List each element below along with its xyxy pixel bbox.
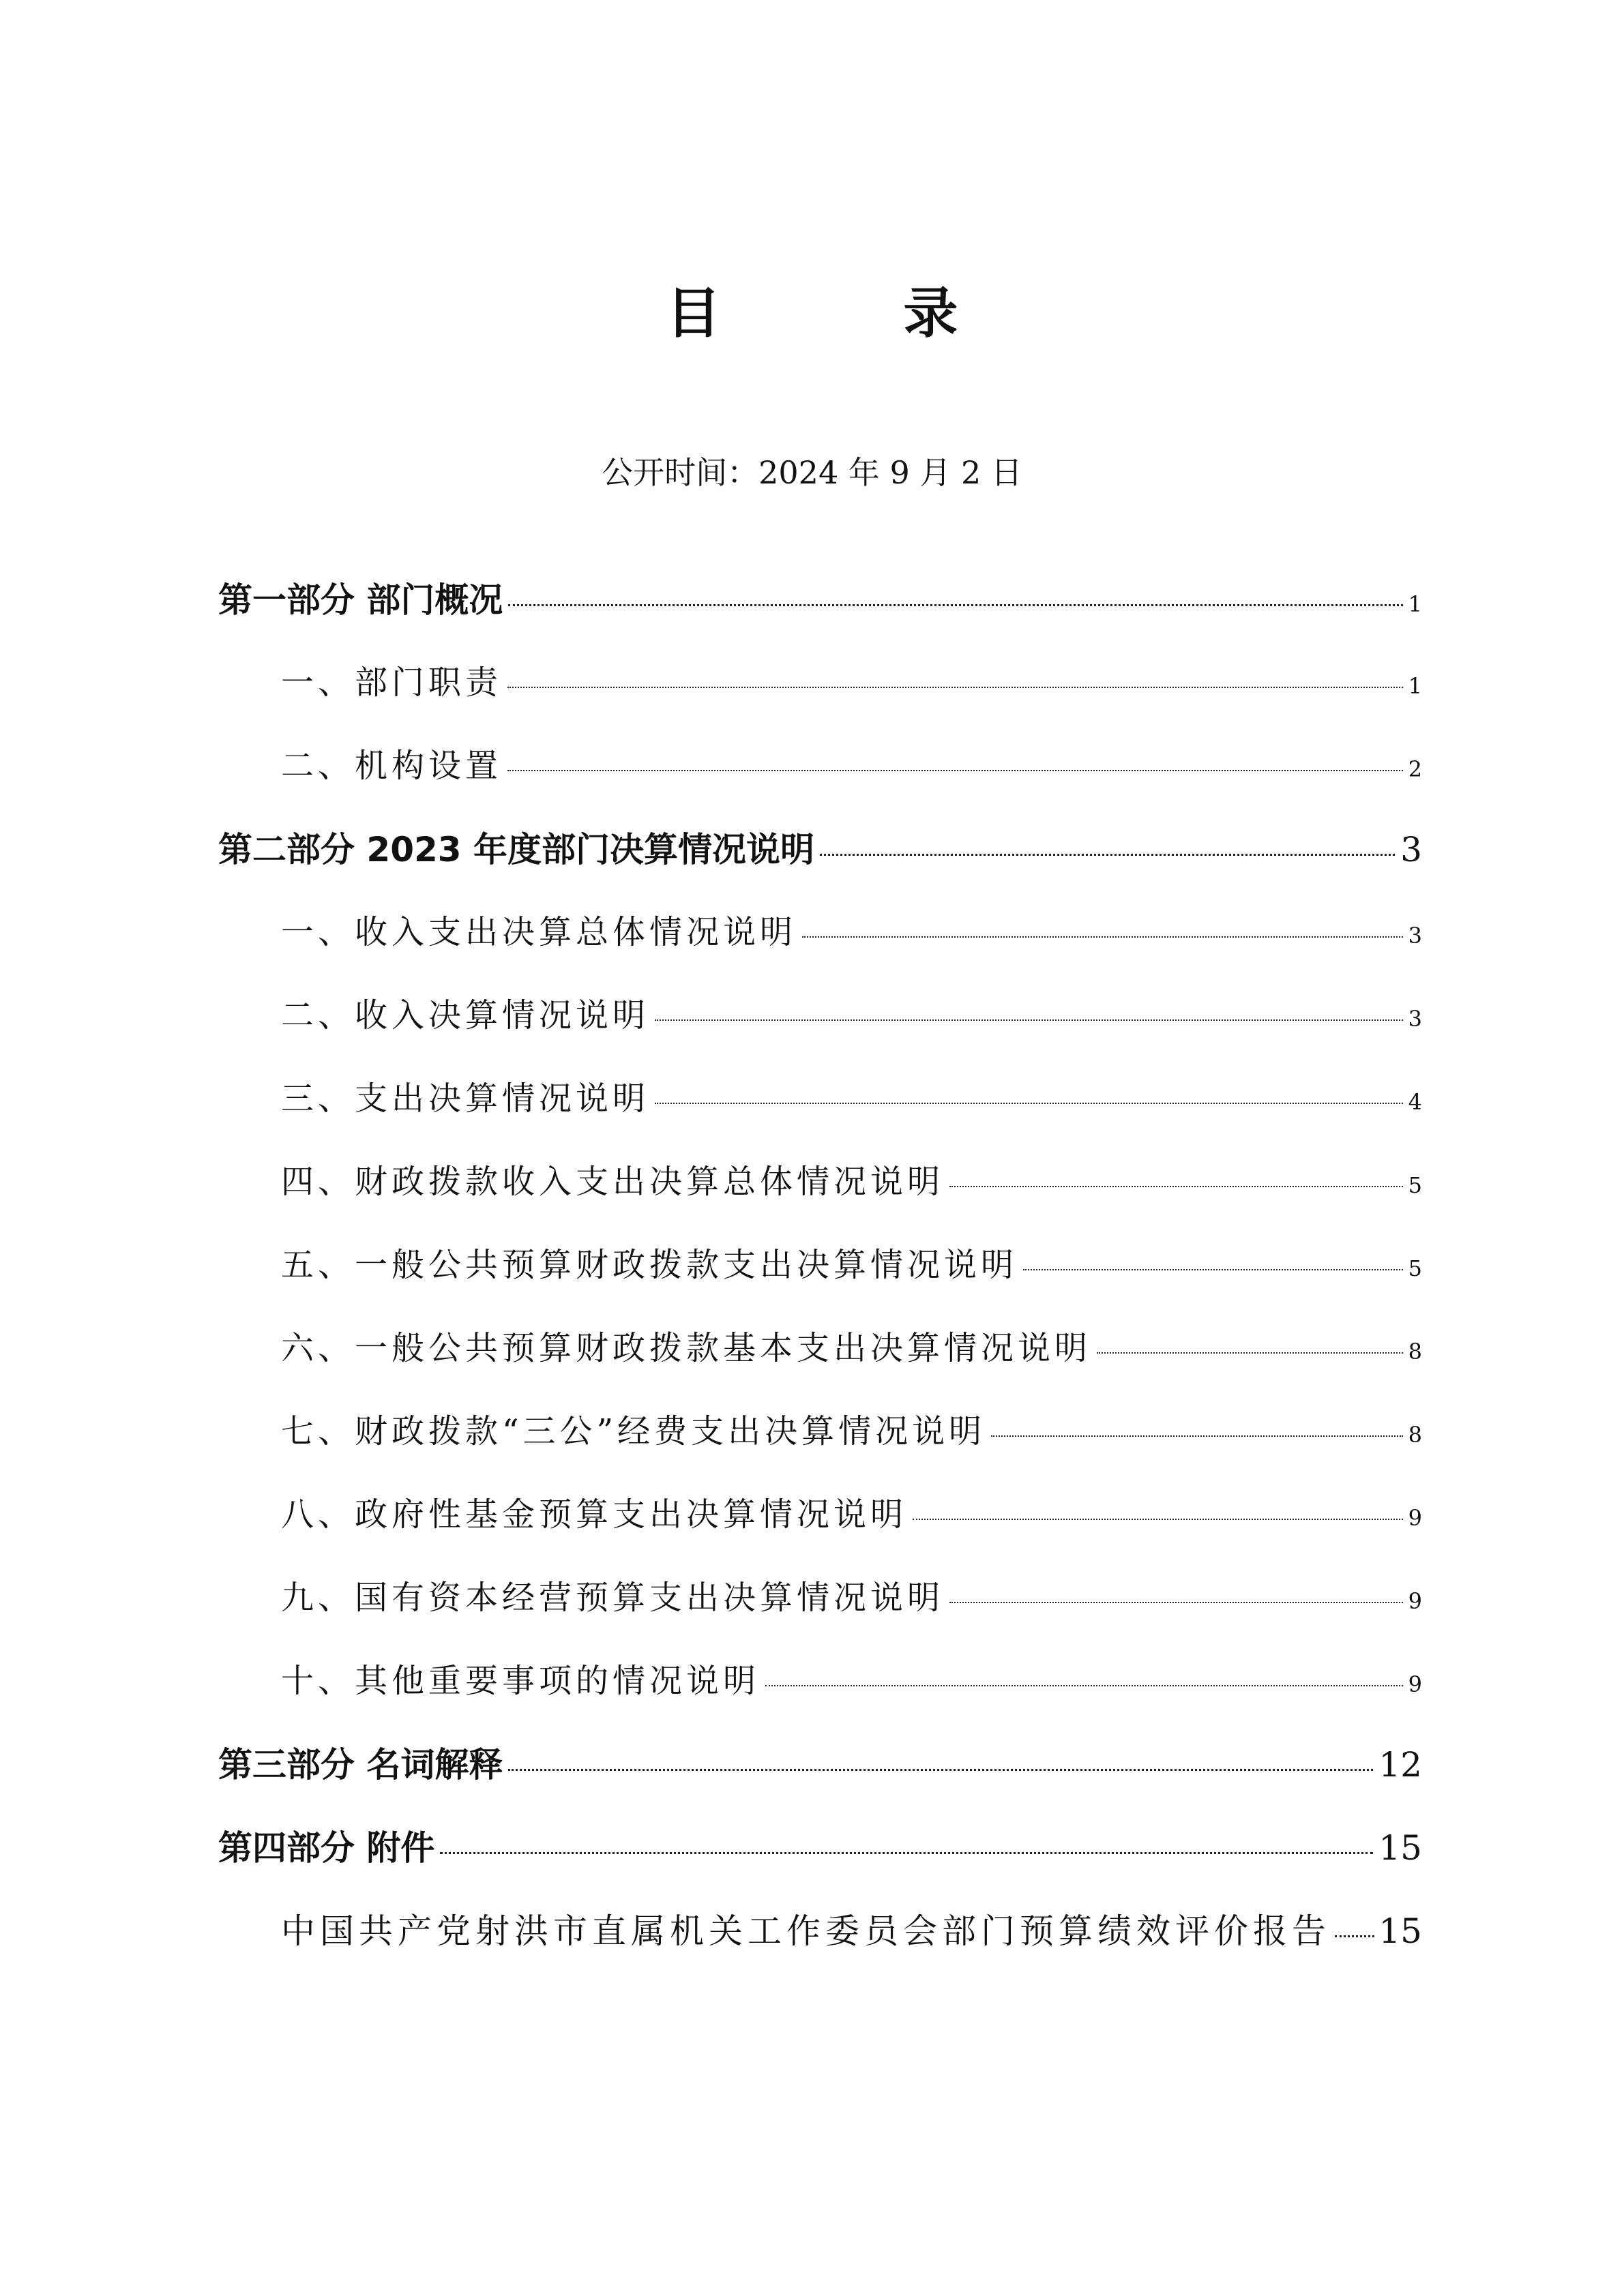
toc-entry-label: 六、一般公共预算财政拨款基本支出决算情况说明: [281, 1329, 1092, 1367]
page-title: 目 录: [666, 282, 1040, 345]
toc-entry-section[interactable]: [281, 1322, 1422, 1376]
toc-entry-section[interactable]: [281, 1072, 1422, 1127]
toc-entry-page: 5: [1408, 1255, 1422, 1281]
toc-dot-leader: [1335, 1935, 1374, 1937]
toc-entry-label: 四、财政拨款收入支出决算总体情况说明: [281, 1163, 945, 1201]
toc-entry-page: 3: [1400, 830, 1422, 869]
toc-entry-part-3[interactable]: [218, 1738, 1422, 1792]
toc-entry-label: 五、一般公共预算财政拨款支出决算情况说明: [281, 1246, 1018, 1284]
toc-entry-page: 5: [1408, 1172, 1422, 1198]
toc-entry-page: 12: [1378, 1745, 1422, 1785]
toc-dot-leader: [1023, 1269, 1403, 1270]
toc-dot-leader: [655, 1103, 1403, 1104]
toc-entry-label: 九、国有资本经营预算支出决算情况说明: [281, 1579, 945, 1617]
toc-entry-page: 1: [1408, 591, 1422, 617]
toc-entry-section[interactable]: [281, 989, 1422, 1043]
toc-entry-label: 一、部门职责: [281, 664, 503, 702]
toc-entry-label: 二、收入决算情况说明: [281, 996, 650, 1034]
toc-entry-section[interactable]: [281, 1571, 1422, 1626]
toc-dot-leader: [655, 1019, 1403, 1021]
toc-dot-leader: [507, 687, 1403, 688]
toc-entry-label: 第二部分 2023 年度部门决算情况说明: [218, 830, 814, 869]
toc-entry-appendix[interactable]: [281, 1904, 1422, 1958]
toc-dot-leader: [508, 604, 1402, 606]
toc-entry-label: 第一部分 部门概况: [218, 580, 503, 620]
toc-dot-leader: [1097, 1352, 1403, 1354]
toc-dot-leader: [991, 1435, 1403, 1437]
toc-entry-section[interactable]: [281, 906, 1422, 960]
toc-entry-page: 1: [1408, 673, 1422, 699]
toc-entry-page: 15: [1378, 1911, 1422, 1951]
toc-dot-leader: [440, 1852, 1373, 1854]
toc-entry-page: 9: [1408, 1671, 1422, 1697]
toc-dot-leader: [820, 854, 1395, 856]
toc-entry-page: 9: [1408, 1588, 1422, 1614]
toc-dot-leader: [507, 770, 1403, 771]
toc-entry-page: 2: [1408, 756, 1422, 782]
toc-entry-page: 8: [1408, 1339, 1422, 1365]
toc-entry-section[interactable]: [281, 1654, 1422, 1709]
toc-entry-section[interactable]: [281, 1238, 1422, 1293]
toc-entry-section[interactable]: [281, 1405, 1422, 1459]
toc-entry-page: 4: [1408, 1089, 1422, 1115]
toc-entry-page: 9: [1408, 1505, 1422, 1531]
toc-dot-leader: [765, 1685, 1403, 1686]
toc-entry-section[interactable]: [281, 1488, 1422, 1542]
toc-dot-leader: [802, 936, 1403, 938]
toc-entry-part-4[interactable]: [218, 1821, 1422, 1875]
toc-entry-page: 8: [1408, 1422, 1422, 1448]
toc-entry-section[interactable]: [281, 656, 1422, 711]
toc-dot-leader: [949, 1186, 1403, 1187]
toc-entry-label: 第四部分 附件: [218, 1828, 435, 1868]
toc-entry-label: 八、政府性基金预算支出决算情况说明: [281, 1495, 908, 1534]
toc-entry-page: 3: [1408, 1006, 1422, 1032]
toc-dot-leader: [913, 1519, 1403, 1520]
toc-entry-section[interactable]: [281, 1155, 1422, 1210]
toc-entry-label: 七、财政拨款“三公”经费支出决算情况说明: [281, 1412, 986, 1450]
publish-date: 公开时间：2024 年 9 月 2 日: [602, 454, 1022, 491]
toc-entry-label: 二、机构设置: [281, 747, 503, 785]
toc-entry-label: 第三部分 名词解释: [218, 1745, 503, 1785]
toc-entry-label: 十、其他重要事项的情况说明: [281, 1662, 761, 1700]
toc-entry-page: 15: [1378, 1828, 1422, 1868]
toc-entry-label: 中国共产党射洪市直属机关工作委员会部门预算绩效评价报告: [281, 1911, 1331, 1951]
toc-entry-section[interactable]: [281, 739, 1422, 794]
toc-entry-label: 一、收入支出决算总体情况说明: [281, 913, 797, 951]
toc-entry-label: 三、支出决算情况说明: [281, 1079, 650, 1118]
toc-entry-part-2[interactable]: [218, 822, 1422, 877]
toc-dot-leader: [508, 1769, 1373, 1771]
toc-entry-page: 3: [1408, 923, 1422, 949]
toc-dot-leader: [949, 1602, 1403, 1603]
toc-entry-part-1[interactable]: [218, 573, 1422, 627]
